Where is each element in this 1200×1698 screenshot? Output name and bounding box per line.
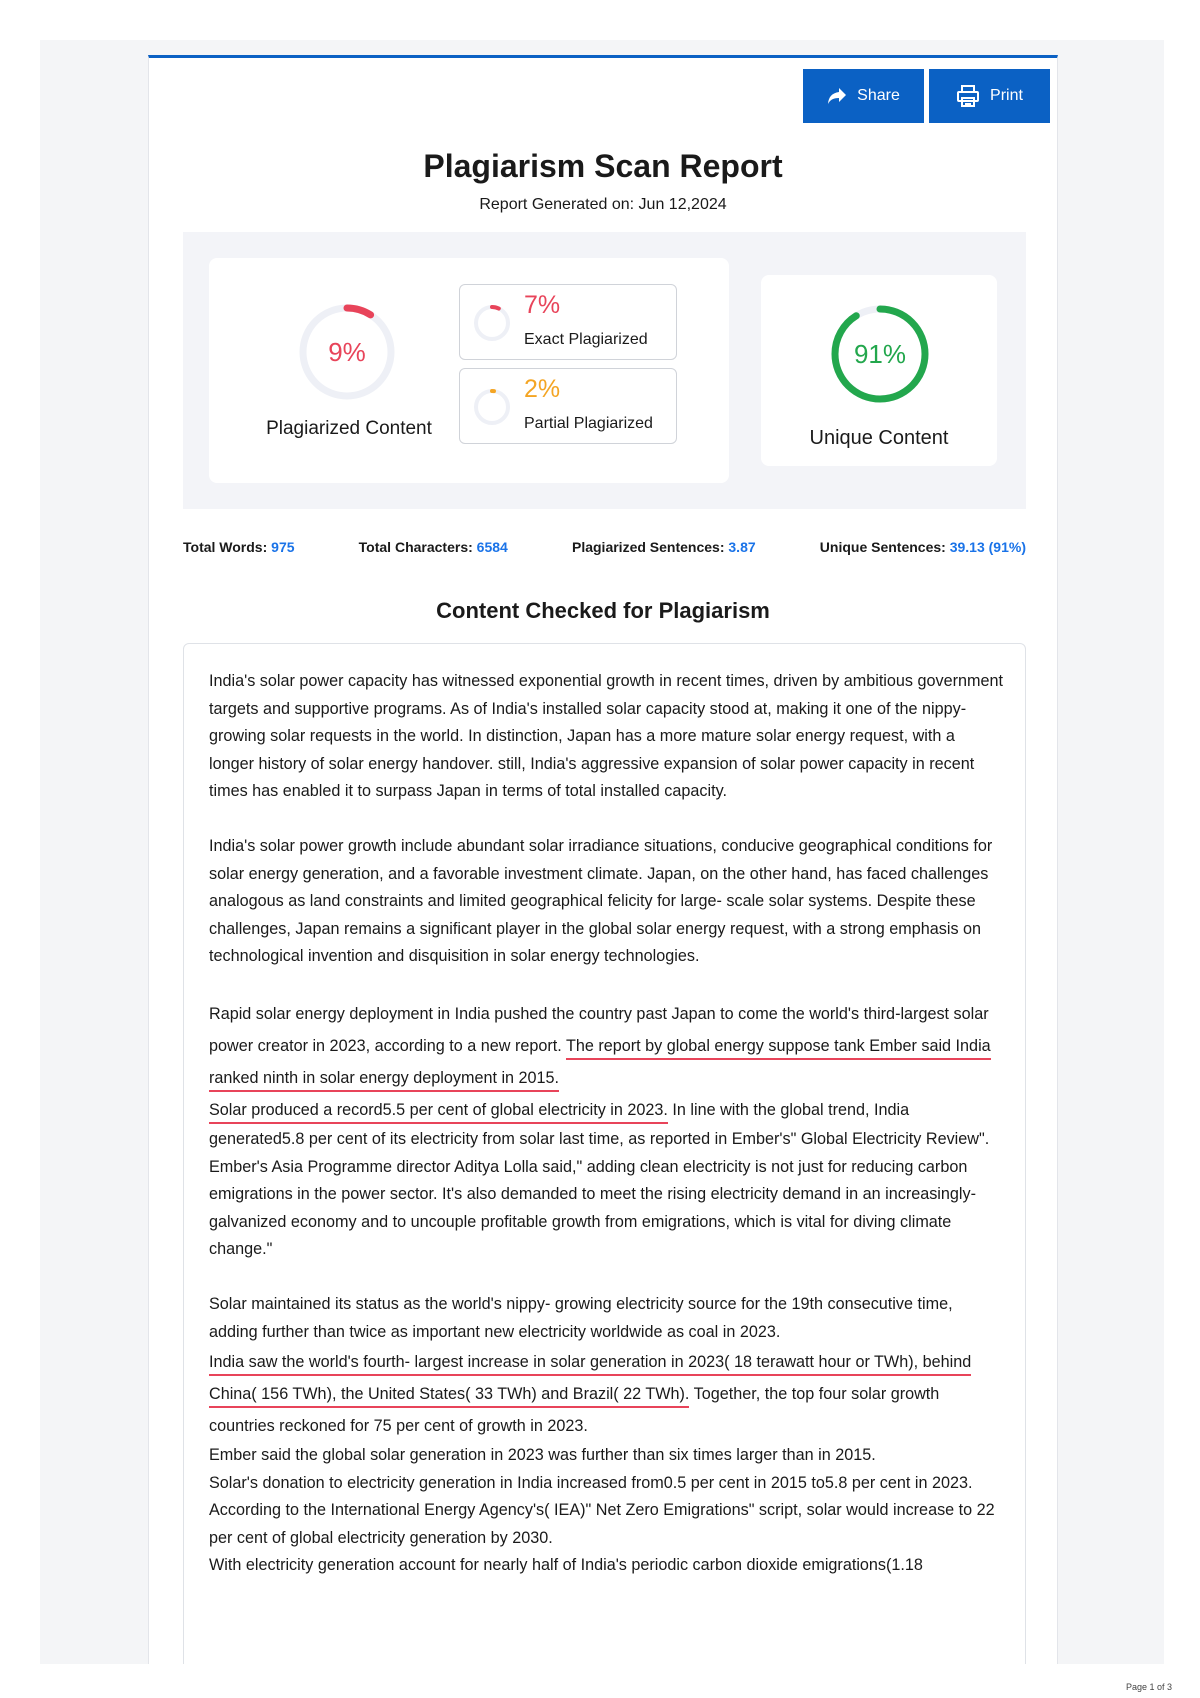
- paragraph: According to the International Energy Agency's( IEA)" Net Zero Emigrations" script, solar would increase to 22 per cent of global electricity generation by 2030.: [209, 1501, 995, 1547]
- paragraph: Rapid solar energy deployment in India pushed the country past Japan to come the world's third-largest solar power creator in 2023, according to a new report. The report by global energy suppose tank Ember said India ranked ninth in solar energy deployment in 2015.: [209, 998, 1004, 1094]
- paragraph: Solar produced a record5.5 per cent of global electricity in 2023. In line with the global trend, India generated5.8 per cent of its electricity from solar last time, as reported in Ember's" Global Electricity Review".: [209, 1101, 990, 1148]
- print-label: Print: [990, 87, 1023, 104]
- exact-percent: 7%: [524, 291, 561, 319]
- paragraph: India saw the world's fourth- largest increase in solar generation in 2023( 18 terawatt hour or TWh), behind China( 156 TWh), the United States( 33 TWh) and Brazil( 22 TWh). Together, the top four solar growth countries reckoned for 75 per cent of growth in 2023.: [209, 1353, 972, 1435]
- paragraph: Ember's Asia Programme director Aditya Lolla said," adding clean electricity is not just for reducing carbon emigrations in the power sector. It's also demanded to meet the rising electricity demand in an increasingly- galvanized economy and to uncouple profitable growth from emigrations, which is vital for diving climate change.": [209, 1157, 976, 1258]
- plagiarized-percent: 9%: [328, 336, 366, 367]
- unique-sentences-stat: Unique Sentences: 39.13 (91%): [819, 539, 1026, 555]
- plagiarized-sentences-stat: Plagiarized Sentences: 3.87: [571, 539, 756, 555]
- paragraph: With electricity generation account for nearly half of India's periodic carbon dioxide emigrations(1.18: [209, 1556, 923, 1574]
- total-characters-stat: Total Characters: 6584: [358, 539, 508, 555]
- section-title: Content Checked for Plagiarism: [436, 598, 770, 623]
- paragraph: India's solar power capacity has witnessed exponential growth in recent times, driven by ambitious government targets and supportive programs. As of India's installed solar capacity stood at, making it one of the nippy- growing solar requests in the world. In distinction, Japan has a more mature solar energy request, with a longer history of solar energy handover. still, India's aggressive expansion of solar power capacity in recent times has enabled it to surpass Japan in terms of total installed capacity.: [209, 672, 1003, 800]
- partial-ring: [472, 387, 512, 427]
- printer-icon: [956, 84, 980, 108]
- exact-plagiarized-card: [459, 284, 677, 360]
- paragraph: India's solar power growth include abundant solar irradiance situations, conducive geographical conditions for solar energy generation, and a favorable investment climate. Japan, on the other hand, has faced challenges analogous as land constraints and limited geographical felicity for large- scale solar systems. Despite these challenges, Japan remains a significant player in the global solar energy request, with a strong emphasis on technological invention and disquisition in solar energy technologies.: [209, 837, 993, 965]
- summary-panel: [183, 232, 1026, 509]
- partial-label: Partial Plagiarized: [524, 415, 653, 432]
- exact-label: Exact Plagiarized: [524, 331, 648, 348]
- page-title: Plagiarism Scan Report: [423, 148, 783, 184]
- paragraph: Solar's donation to electricity generation in India increased from0.5 per cent in 2015 to5.8 per cent in 2023.: [209, 1473, 973, 1492]
- unique-summary-box: [761, 275, 997, 466]
- plagiarized-highlight[interactable]: The report by global energy suppose tank Ember said India ranked ninth in solar energy deployment in 2015.: [209, 1037, 991, 1092]
- share-label: Share: [857, 87, 900, 104]
- plagiarized-highlight[interactable]: Solar produced a record5.5 per cent of global electricity in 2023.: [209, 1101, 668, 1124]
- paragraph: Solar maintained its status as the world's nippy- growing electricity source for the 19th consecutive time, adding further than twice as important new electricity worldwide as coal in 2023.: [209, 1295, 953, 1341]
- share-button[interactable]: [803, 69, 924, 123]
- share-arrow-icon: [827, 87, 847, 105]
- report-card: [148, 55, 1058, 1664]
- partial-plagiarized-card: [459, 368, 677, 444]
- exact-ring: [472, 303, 512, 343]
- print-button[interactable]: [929, 69, 1050, 123]
- partial-percent: 2%: [524, 375, 561, 403]
- paragraph: Ember said the global solar generation in 2023 was further than six times larger than in 2015.: [209, 1446, 876, 1464]
- content-box: [183, 643, 1026, 1664]
- checked-content: [209, 668, 1004, 1580]
- report-date: Report Generated on: Jun 12,2024: [479, 196, 727, 213]
- page-number: Page 1 of 3: [1125, 1682, 1172, 1692]
- unique-label: Unique Content: [809, 427, 949, 449]
- plagiarism-summary-box: [209, 258, 729, 483]
- total-words-stat: Total Words: 975: [183, 539, 295, 555]
- plagiarized-highlight[interactable]: India saw the world's fourth- largest increase in solar generation in 2023( 18 terawatt hour or TWh), behind China( 156 TWh), the United States( 33 TWh) and Brazil( 22 TWh).: [209, 1353, 971, 1408]
- unique-percent: 91%: [853, 338, 907, 369]
- stats-row: [183, 539, 1026, 555]
- plagiarized-label: Plagiarized Content: [266, 418, 432, 439]
- page-canvas: [40, 40, 1164, 1664]
